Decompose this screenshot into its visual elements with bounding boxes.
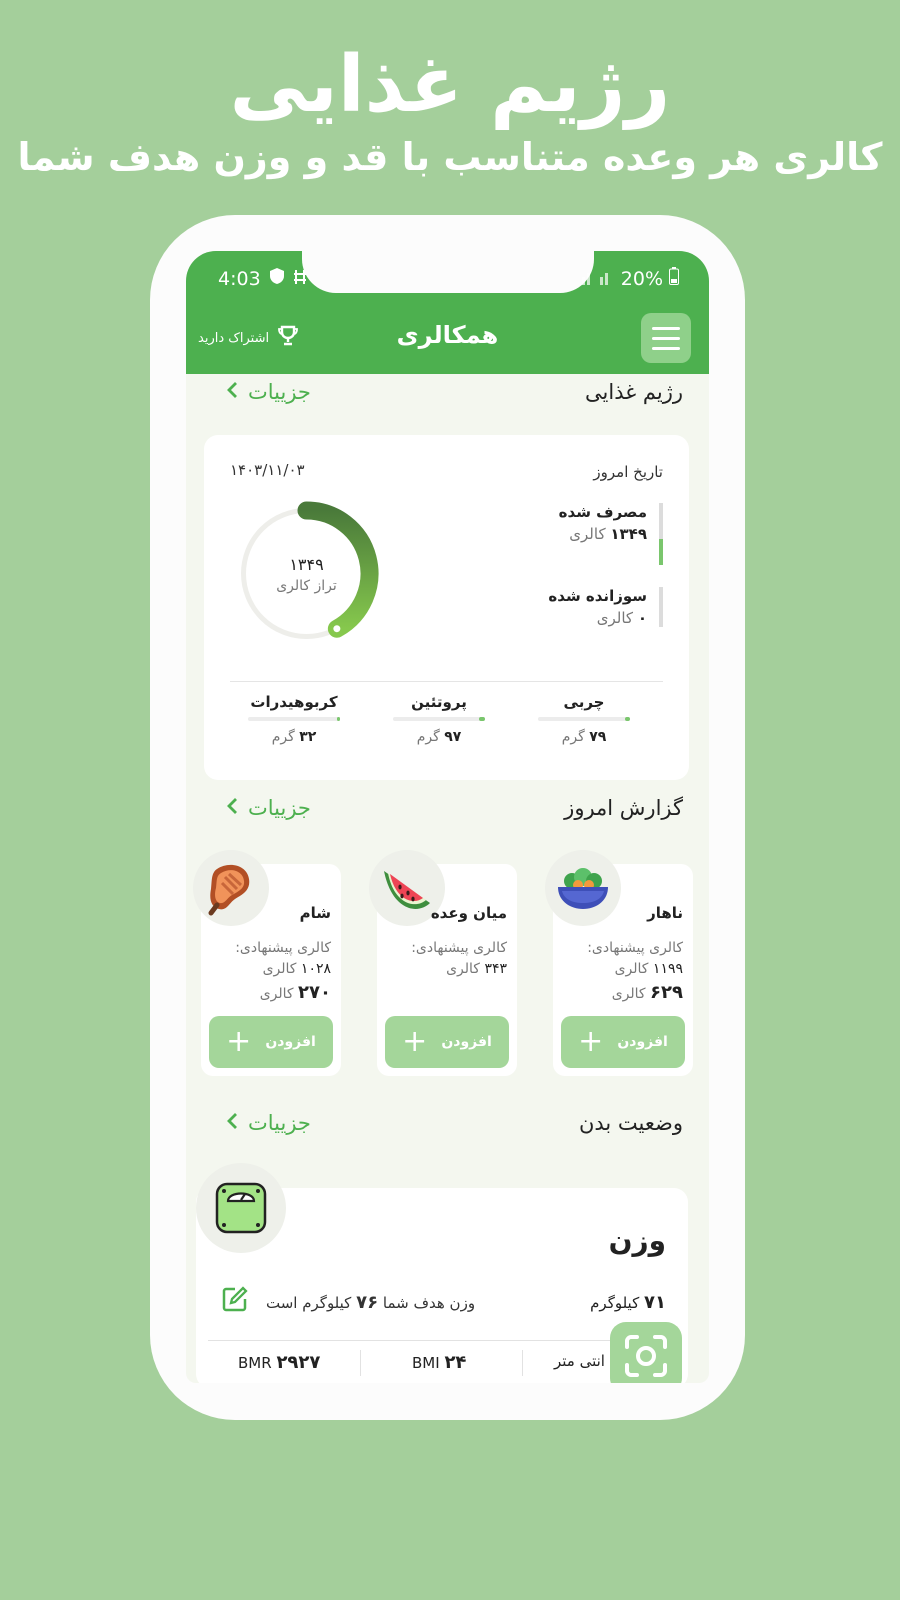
- salad-bowl-icon: [545, 850, 621, 926]
- meal-name: ناهار: [647, 904, 683, 922]
- burned-label: سوزانده شده: [548, 587, 647, 605]
- bmi-metric: [412, 1352, 466, 1373]
- meal-name: میان وعده: [430, 904, 507, 922]
- macro-label: چربی: [563, 693, 605, 711]
- macro-fat: [534, 693, 634, 745]
- burned-stat: [513, 587, 663, 627]
- add-dinner-button[interactable]: [209, 1016, 333, 1068]
- diet-section-title: رژیم غذایی: [585, 380, 683, 404]
- plus-icon: +: [226, 1024, 252, 1059]
- meal-eaten: [612, 982, 683, 1003]
- macro-label: کربوهیدرات: [250, 693, 338, 711]
- diet-section-header: [186, 374, 709, 414]
- chevron-left-icon: [226, 796, 238, 820]
- weight-divider: [208, 1340, 676, 1341]
- meal-card-lunch: [553, 864, 693, 1076]
- weight-value: ۷۱: [644, 1292, 666, 1313]
- goal-value: ۷۶: [356, 1292, 379, 1313]
- add-label: افزودن: [617, 1034, 668, 1050]
- meal-suggested: [377, 938, 507, 980]
- status-time: 4:03: [218, 267, 261, 290]
- consumed-value: ۱۳۴۹: [610, 525, 647, 543]
- add-lunch-button[interactable]: [561, 1016, 685, 1068]
- balance-label: تراز کالری: [276, 578, 337, 594]
- date-value: ۱۴۰۳/۱۱/۰۳: [230, 461, 305, 479]
- report-section-header: [186, 790, 709, 830]
- status-bar: [186, 251, 709, 303]
- calorie-unit: کالری: [614, 961, 649, 977]
- consumed-value-row: [513, 525, 647, 543]
- plus-icon: +: [402, 1024, 428, 1059]
- current-weight: [590, 1292, 666, 1313]
- shield-icon: [269, 267, 285, 290]
- subscription-badge[interactable]: [198, 325, 299, 351]
- camera-scan-button[interactable]: [610, 1322, 682, 1383]
- calorie-unit: کالری: [596, 609, 634, 627]
- eaten-value: ۶۲۹: [650, 982, 683, 1003]
- meal-card-dinner: [201, 864, 341, 1076]
- subscription-label: اشتراک دارید: [198, 330, 270, 346]
- meal-name: شام: [299, 904, 331, 922]
- promo-title: رژیم غذایی: [229, 40, 671, 130]
- bmr-value: ۲۹۲۷: [276, 1352, 321, 1373]
- ring-end-dot: [333, 625, 340, 632]
- app-title: همکالری: [396, 321, 499, 349]
- bmi-label: BMI: [412, 1354, 440, 1372]
- calorie-unit: کالری: [262, 961, 297, 977]
- goal-suffix: کیلوگرم است: [266, 1294, 352, 1312]
- trophy-icon: [277, 325, 299, 351]
- burned-value-row: [513, 609, 647, 627]
- body-section-title: وضعیت بدن: [578, 1111, 683, 1135]
- height-unit: انتی متر: [554, 1352, 605, 1370]
- goal-weight: [266, 1292, 475, 1313]
- date-label: تاریخ امروز: [593, 463, 663, 481]
- macro-protein: [389, 693, 489, 745]
- burned-value: ۰: [637, 609, 647, 627]
- scale-icon: [196, 1163, 286, 1253]
- battery-text: 20%: [620, 267, 663, 290]
- eaten-value: ۲۷۰: [298, 982, 331, 1003]
- bmr-label: BMR: [238, 1354, 272, 1372]
- suggested-label: کالری پیشنهادی:: [411, 940, 507, 956]
- balance-value: ۱۳۴۹: [289, 555, 324, 574]
- calorie-unit: کالری: [446, 961, 480, 977]
- details-label: جزییات: [248, 796, 311, 820]
- add-label: افزودن: [265, 1034, 316, 1050]
- height-metric: [554, 1352, 605, 1370]
- macro-value: ۹۷: [444, 729, 462, 745]
- macro-unit: گرم: [271, 729, 295, 745]
- macro-bar-fill: [337, 717, 340, 721]
- macro-value-row: [534, 729, 634, 745]
- report-details-link[interactable]: [226, 796, 311, 820]
- phone-notch: [302, 251, 594, 293]
- bmr-metric: [238, 1352, 320, 1373]
- chevron-left-icon: [226, 380, 238, 404]
- app-bar: [186, 303, 709, 374]
- macro-value: ۳۲: [299, 729, 317, 745]
- consumed-stat: [513, 503, 663, 543]
- diet-summary-card: [204, 435, 689, 780]
- add-label: افزودن: [441, 1034, 492, 1050]
- macro-bar-fill: [625, 717, 630, 721]
- details-label: جزییات: [248, 1111, 311, 1135]
- weight-title: وزن: [608, 1224, 666, 1257]
- consumed-label: مصرف شده: [558, 503, 647, 521]
- macro-carbs: [244, 693, 344, 745]
- meal-card-snack: [377, 864, 517, 1076]
- steak-icon: [193, 850, 269, 926]
- diet-details-link[interactable]: [226, 380, 311, 404]
- macro-bar: [248, 717, 340, 721]
- macro-bar-fill: [479, 717, 485, 721]
- suggested-value: ۳۴۳: [484, 961, 507, 977]
- status-right-group: [581, 267, 679, 290]
- add-snack-button[interactable]: [385, 1016, 509, 1068]
- battery-icon: [669, 267, 679, 290]
- ring-center: [234, 555, 379, 594]
- body-details-link[interactable]: [226, 1111, 311, 1135]
- metric-separator: [522, 1350, 523, 1376]
- phone-frame: [150, 215, 745, 1420]
- meal-suggested: [201, 938, 331, 980]
- suggested-value: ۱۱۹۹: [652, 961, 683, 977]
- chevron-left-icon: [226, 1111, 238, 1135]
- macro-value-row: [389, 729, 489, 745]
- status-time-group: [218, 267, 307, 290]
- promo-subtitle: کالری هر وعده متناسب با قد و وزن هدف شما: [17, 135, 883, 179]
- consumed-accent: [659, 539, 663, 565]
- calorie-unit: کالری: [611, 986, 646, 1002]
- details-label: جزییات: [248, 380, 311, 404]
- signal-icon: [581, 268, 615, 290]
- suggested-label: کالری پیشنهادی:: [587, 940, 683, 956]
- suggested-label: کالری پیشنهادی:: [235, 940, 331, 956]
- meal-suggested: [553, 938, 683, 980]
- macro-bar: [538, 717, 630, 721]
- report-section-title: گزارش امروز: [564, 796, 683, 820]
- weight-unit: کیلوگرم: [590, 1294, 640, 1312]
- body-section-header: [186, 1105, 709, 1145]
- macro-unit: گرم: [416, 729, 440, 745]
- macro-unit: گرم: [561, 729, 585, 745]
- edit-icon[interactable]: [222, 1286, 248, 1316]
- plus-icon: +: [578, 1024, 604, 1059]
- macro-label: پروتئین: [411, 693, 467, 711]
- metric-separator: [360, 1350, 361, 1376]
- goal-prefix: وزن هدف شما: [382, 1294, 476, 1312]
- bmi-value: ۲۴: [444, 1352, 467, 1373]
- macro-bar: [393, 717, 485, 721]
- macro-value: ۷۹: [589, 729, 607, 745]
- card-divider: [230, 681, 663, 682]
- phone-screen: [186, 251, 709, 1383]
- macro-value-row: [244, 729, 344, 745]
- camera-scan-icon: [623, 1333, 669, 1383]
- calorie-unit: کالری: [569, 525, 606, 543]
- meal-eaten: [260, 982, 331, 1003]
- suggested-value: ۱۰۲۸: [300, 961, 331, 977]
- calorie-unit: کالری: [259, 986, 294, 1002]
